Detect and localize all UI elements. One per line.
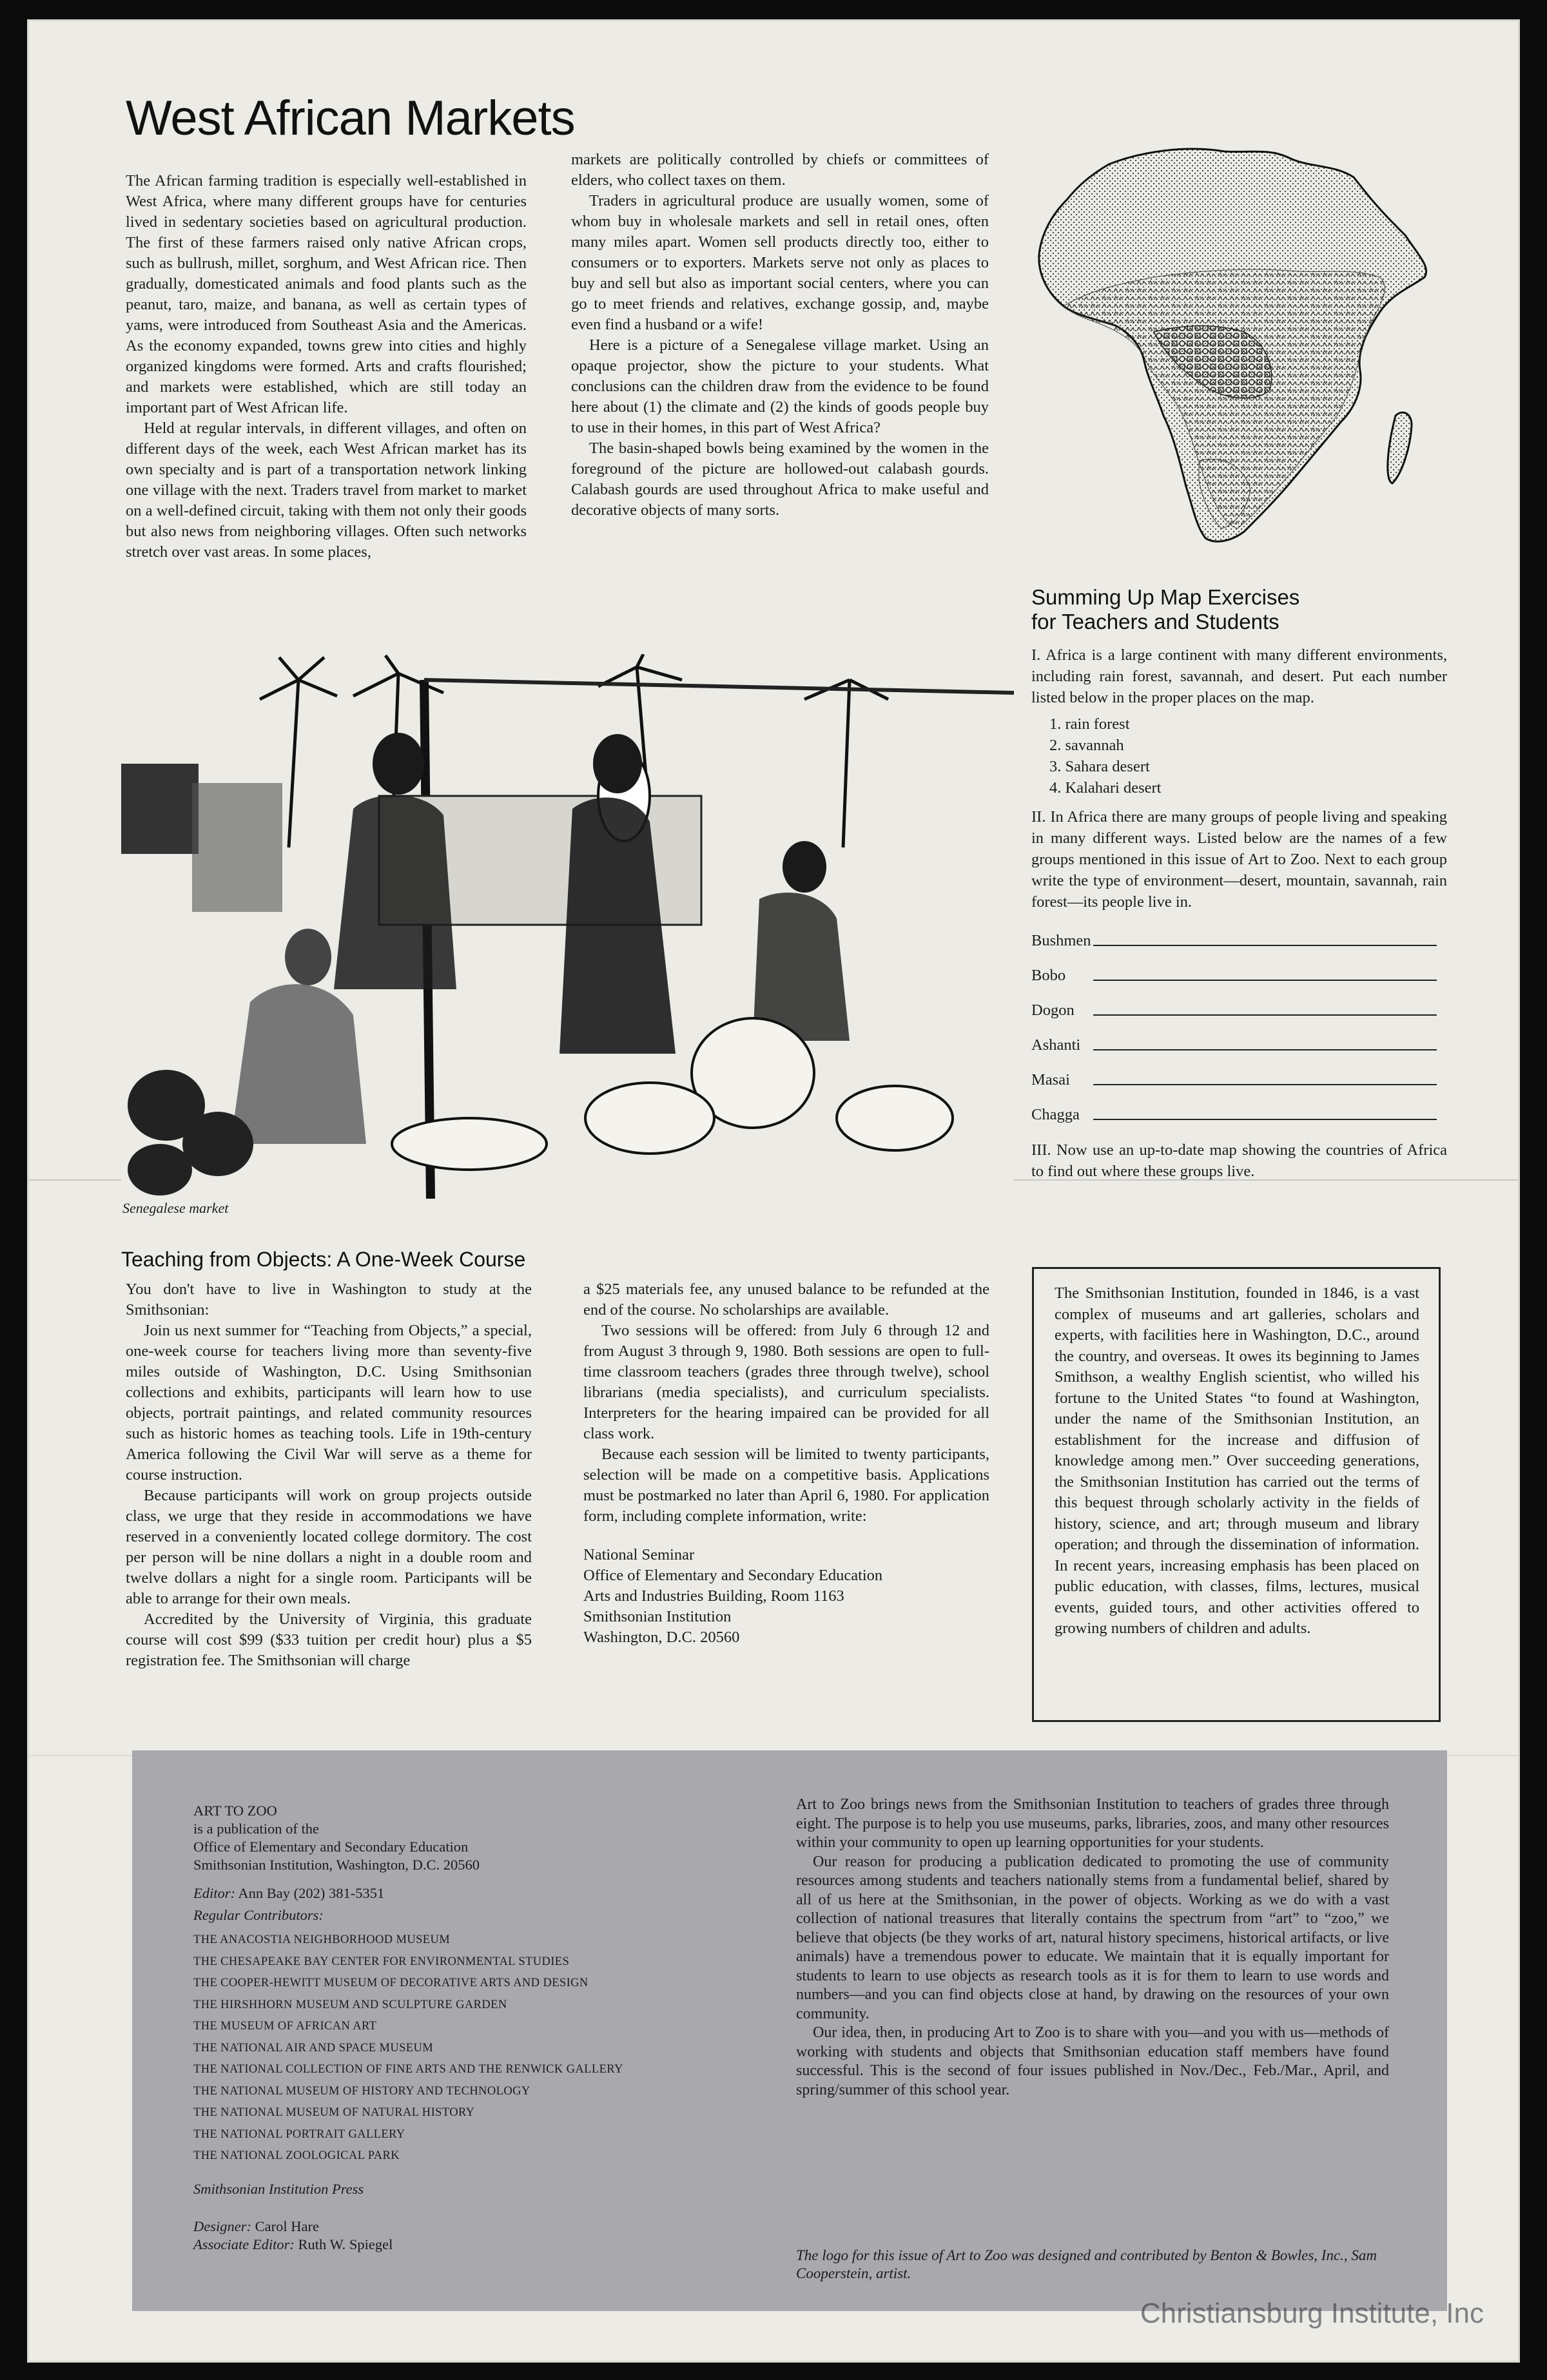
list-item: THE ANACOSTIA NEIGHBORHOOD MUSEUM [193, 1933, 451, 1946]
group-label: Bobo [1031, 967, 1066, 984]
address-line: Office of Elementary and Secondary Education [583, 1567, 883, 1584]
group-label: Ashanti [1031, 1036, 1081, 1054]
group-label: Bushmen [1031, 932, 1091, 949]
group-row [1031, 916, 1447, 951]
answer-line[interactable] [1093, 1084, 1437, 1085]
list-item: THE NATIONAL AIR AND SPACE MUSEUM [193, 2041, 434, 2055]
answer-line[interactable] [1093, 1014, 1437, 1016]
masthead-line: Smithsonian Institution, Washington, D.C. 20560 [193, 1857, 480, 1873]
group-row [1031, 951, 1447, 986]
course-paragraph: You don't have to live in Washington to study at the Smithsonian: [126, 1281, 532, 1319]
answer-line[interactable] [1093, 1119, 1437, 1120]
list-item: THE NATIONAL ZOOLOGICAL PARK [193, 2149, 400, 2162]
course-paragraph: Because each session will be limited to twenty participants, selection will be made on a competitive basis. Applications must be postmarked no later than April 6, 1980. For application form, including complete information, write: [583, 1446, 989, 1525]
list-item: 3. Sahara desert [1049, 758, 1150, 775]
article-paragraph: markets are politically controlled by chiefs or committees of elders, who collect taxes on them. [571, 151, 989, 189]
article-paragraph: Held at regular intervals, in different villages, and often on different days of the week, each West African market has its own specialty and is part of a transportation network linking one village with the next. Traders travel from market to market on a well-defined circuit, taking with them not only their goods but also news from neighboring villages. Often such networks stretch over vast areas. In some places, [126, 420, 527, 561]
exercise-part-2: II. In Africa there are many groups of people living and speaking in many different ways. Listed below are the names of a few groups mentioned in this issue of Art to Zoo. Next to each group write the type of environment—desert, mountain, savannah, rain forest—its people live in. [1031, 808, 1447, 911]
course-paragraph: Join us next summer for “Teaching from Objects,” a special, one-week course for teachers living more than seventy-five miles outside of Washington, D.C. Using Smithsonian collections and exhibits, participants will learn how to use objects, portrait paintings, and related community resources such as historic homes as teaching tools. Life in 19th-century America following the Civil War will serve as a theme for course instruction. [126, 1322, 532, 1484]
address-line: Arts and Industries Building, Room 1163 [583, 1587, 844, 1605]
article-paragraph: Traders in agricultural produce are usually women, some of whom buy in wholesale markets and sell in retail ones, often many miles apart. Women sell products directly too, either to consumers or to exporters. Markets serve not only as places to buy and sell but also as important social centers, where you can go to meet friends and relatives, exchange gossip, and, maybe even find a husband or a wife! [571, 192, 989, 333]
exercises-heading: Summing Up Map Exercises for Teachers and Students [1031, 585, 1300, 634]
group-blanks [1031, 916, 1447, 1125]
about-publication [796, 1795, 1389, 2100]
course-paragraph: Because participants will work on group projects outside class, we urge that they reside in accommodations we have reserved in a conveniently located college dormitory. The cost per person will be nine dollars a night in a double room and twelve dollars a night for a single room. Participants will be able to arrange for their own meals. [126, 1487, 532, 1607]
group-row [1031, 986, 1447, 1021]
list-item: THE NATIONAL MUSEUM OF HISTORY AND TECHNOLOGY [193, 2084, 530, 2098]
contributors-label: Regular Contributors: [193, 1907, 324, 1923]
mailing-address [583, 1545, 989, 1648]
about-paragraph: Our idea, then, in producing Art to Zoo is to share with you—and you with us—methods of working with students and objects that Smithsonian education staff members have found successful. This is the second of four issues published in Nov./Dec., Feb./Mar., April, and spring/summer of this school year. [796, 2024, 1389, 2098]
logo-credit: The logo for this issue of Art to Zoo was designed and contributed by Benton & Bowles, Inc., Sam Cooperstein, artist. [796, 2247, 1377, 2281]
box-text: The Smithsonian Institution, founded in 1846, is a vast complex of museums and art galleries, scholars and experts, with facilities here in Washington, D.C., around the country, and overseas. It owes its beginning to James Smithson, a wealthy English scientist, who willed his fortune to the United States “to found at Washington, under the name of the Smithsonian Institution, an establishment for the increase and diffusion of knowledge among men.” Over succeeding generations, the Smithsonian Institution has carried out the terms of this bequest through scholarly activity in the fields of history, science, and art; through museum and library operation; and through the dissemination of information. In recent years, increasing emphasis has been placed on public education, with classes, films, lectures, musical events, guided tours, and other activities offered to growing numbers of children and adults. [1055, 1284, 1419, 1637]
list-item: THE CHESAPEAKE BAY CENTER FOR ENVIRONMENTAL STUDIES [193, 1955, 570, 1968]
list-item: THE NATIONAL PORTRAIT GALLERY [193, 2127, 405, 2141]
publication-name: ART TO ZOO [193, 1803, 277, 1819]
about-paragraph: Art to Zoo brings news from the Smithsonian Institution to teachers of grades three through eight. The purpose is to help you use museums, parks, libraries, zoos, and many other resources within your community to open up learning opportunities for your students. [796, 1796, 1389, 1851]
article-column-1 [126, 171, 527, 563]
course-paragraph: a $25 materials fee, any unused balance to be refunded at the end of the course. No scholarships are available. [583, 1281, 989, 1319]
answer-line[interactable] [1093, 980, 1437, 981]
masthead-credits [193, 1802, 709, 2254]
textile-stall [121, 764, 199, 854]
exercise-part-3: III. Now use an up-to-date map showing the countries of Africa to find out where these groups live. [1031, 1141, 1447, 1180]
course-paragraph: Accredited by the University of Virginia, this graduate course will cost $99 ($33 tuition per credit hour) plus a $5 registration fee. The Smithsonian will charge [126, 1611, 532, 1669]
exercise-part-1: I. Africa is a large continent with many different environments, including rain forest, savannah, and desert. Put each number listed below in the proper places on the map. [1031, 646, 1447, 706]
course-paragraph: Two sessions will be offered: from July 6 through 12 and from August 3 through 9, 1980. Both sessions are open to full-time classroom teachers (grades three through twelve), school librarians (media specialists), and curriculum specialists. Interpreters for the hearing impaired can be provided for all class work. [583, 1322, 989, 1442]
editor-credit: Editor: Ann Bay (202) 381-5351 [193, 1885, 385, 1901]
page-title: West African Markets [126, 91, 575, 146]
about-paragraph: Our reason for producing a publication dedicated to promoting the use of community resources among students and teachers nationally stems from a fundamental belief, shared by all of us here at the Smithsonian, in the power of objects. Working as we do with a vast collection of national treasures that literally contains the spectrum from “art” to “zoo,” we believe that objects (be they works of art, natural history specimens, historical artifacts, or live animals) have a tremendous power to educate. We maintain that it is equally important for students to learn to use objects as research tools as it is for them to learn to use words and numbers—and you can find objects close at hand, by drawing on the resources of your own community. [796, 1853, 1389, 2022]
illustration-caption: Senegalese market [122, 1200, 229, 1216]
contributors-list [193, 1930, 709, 2167]
article-paragraph: Here is a picture of a Senegalese village market. Using an opaque projector, show the picture to your students. What conclusions can the children draw from the evidence to be found here about (1) the climate and (2) the kinds of goods people buy to use in their homes, in this part of West Africa? [571, 336, 989, 436]
press-credit: Smithsonian Institution Press [193, 2180, 364, 2197]
smithsonian-info-box [1032, 1267, 1441, 1722]
environment-list [1049, 713, 1447, 798]
associate-editor-credit: Associate Editor: Ruth W. Spiegel [193, 2236, 393, 2252]
designer-credit: Designer: Carol Hare [193, 2218, 319, 2234]
list-item: 2. savannah [1049, 737, 1124, 754]
course-column-2 [583, 1279, 989, 1648]
list-item: 1. rain forest [1049, 715, 1130, 733]
masthead-panel [132, 1750, 1447, 2311]
answer-line[interactable] [1093, 945, 1437, 946]
group-label: Masai [1031, 1071, 1070, 1088]
list-item: 4. Kalahari desert [1049, 779, 1162, 797]
group-row [1031, 1021, 1447, 1056]
address-line: Smithsonian Institution [583, 1608, 732, 1625]
address-line: Washington, D.C. 20560 [583, 1629, 740, 1646]
list-item: THE MUSEUM OF AFRICAN ART [193, 2020, 377, 2033]
group-label: Chagga [1031, 1106, 1080, 1123]
watermark-text: Christiansburg Institute, Inc [1140, 2298, 1484, 2329]
group-row [1031, 1056, 1447, 1090]
list-item: THE NATIONAL MUSEUM OF NATURAL HISTORY [193, 2106, 475, 2119]
article-paragraph: The basin-shaped bowls being examined by the women in the foreground of the picture are hollowed-out calabash gourds. Calabash gourds are used throughout Africa to make useful and decorative objects of many sorts. [571, 440, 989, 519]
map-exercises [1031, 644, 1447, 1182]
course-column-1 [126, 1279, 532, 1671]
address-line: National Seminar [583, 1546, 695, 1563]
africa-map [1031, 139, 1437, 554]
article-paragraph: The African farming tradition is especially well-established in West Africa, where many different groups have for centuries lived in sedentary societies based on agricultural production. The first of these farmers raised only native African crops, such as bullrush, millet, sorghum, and West African rice. Then gradually, domesticated animals and food plants such as the peanut, taro, maize, and banana, as well as certain types of yams, were introduced from Southeast Asia and the Americas. As the economy expanded, towns grew into cities and highly organized kingdoms were formed. Arts and crafts flourished; and markets were established, which are still today an important part of West African life. [126, 172, 527, 416]
group-row [1031, 1090, 1447, 1125]
masthead-line: is a publication of the [193, 1821, 319, 1837]
list-item: THE HIRSHHORN MUSEUM AND SCULPTURE GARDEN [193, 1998, 507, 2011]
group-label: Dogon [1031, 1001, 1075, 1019]
answer-line[interactable] [1093, 1049, 1437, 1050]
list-item: THE NATIONAL COLLECTION OF FINE ARTS AND THE RENWICK GALLERY [193, 2063, 623, 2076]
article-column-2 [571, 150, 989, 521]
market-illustration [121, 654, 1014, 1199]
list-item: THE COOPER-HEWITT MUSEUM OF DECORATIVE ARTS AND DESIGN [193, 1977, 589, 1989]
course-heading: Teaching from Objects: A One-Week Course [121, 1248, 526, 1271]
masthead-line: Office of Elementary and Secondary Education [193, 1839, 469, 1855]
madagascar-outline [1388, 412, 1412, 483]
